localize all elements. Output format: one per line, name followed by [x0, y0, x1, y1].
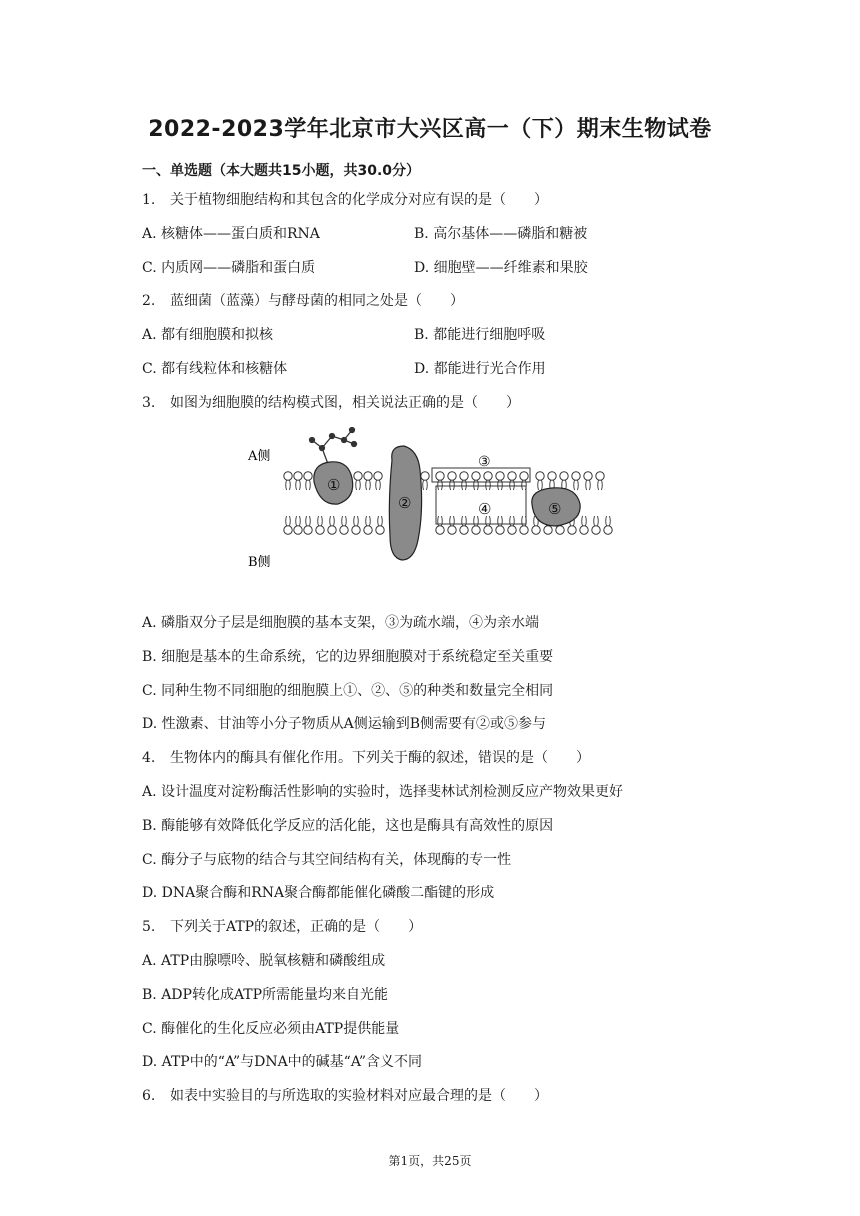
question-3-stem: [142, 394, 520, 412]
question-number: 6.: [142, 1088, 156, 1104]
question-6-stem: [142, 1087, 548, 1105]
question-number: 2.: [142, 293, 156, 309]
question-text: 关于植物细胞结构和其包含的化学成分对应有误的是（ ）: [170, 192, 548, 208]
sugar-chain: [310, 428, 357, 465]
label-3: ③: [478, 454, 491, 470]
question-1-stem: [142, 191, 548, 209]
option-c: C. 酶分子与底物的结合与其空间结构有关，体现酶的专一性: [142, 852, 512, 868]
side-b-label: B侧: [248, 555, 271, 570]
label-2: ②: [398, 494, 412, 512]
question-5-stem: [142, 918, 422, 936]
option-a: A. ATP由腺嘌呤、脱氧核糖和磷酸组成: [142, 953, 386, 969]
option-d: D. 细胞壁——纤维素和果胶: [414, 260, 588, 276]
option-d: D. 都能进行光合作用: [414, 361, 546, 377]
question-4-stem: [142, 749, 590, 767]
option-c: C. 都有线粒体和核糖体: [142, 361, 288, 377]
option-c: C. 酶催化的生化反应必须由ATP提供能量: [142, 1021, 400, 1037]
label-5: ⑤: [548, 500, 562, 518]
question-2-stem: [142, 292, 464, 310]
side-a-label: A侧: [248, 449, 271, 464]
option-c: C. 内质网——磷脂和蛋白质: [142, 260, 316, 276]
section-heading: 一、单选题（本大题共15小题，共30.0分）: [142, 163, 421, 179]
option-a: A. 都有细胞膜和拟核: [142, 327, 274, 343]
option-b: B. 高尔基体——磷脂和糖被: [414, 226, 588, 242]
option-d: D. DNA聚合酶和RNA聚合酶都能催化磷酸二酯键的形成: [142, 885, 495, 901]
option-c: C. 同种生物不同细胞的细胞膜上①、②、⑤的种类和数量完全相同: [142, 683, 554, 699]
option-a: A. 设计温度对淀粉酶活性影响的实验时，选择斐林试剂检测反应产物效果更好: [142, 784, 624, 800]
question-text: 下列关于ATP的叙述，正确的是（ ）: [170, 919, 423, 935]
option-b: B. ADP转化成ATP所需能量均来自光能: [142, 987, 389, 1003]
label-4: ④: [478, 500, 492, 518]
question-number: 1.: [142, 192, 156, 208]
question-text: 如表中实验目的与所选取的实验材料对应最合理的是（ ）: [170, 1088, 548, 1104]
option-d: D. 性激素、甘油等小分子物质从A侧运输到B侧需要有②或⑤参与: [142, 716, 547, 732]
option-b: B. 酶能够有效降低化学反应的活化能，这也是酶具有高效性的原因: [142, 818, 554, 834]
question-number: 4.: [142, 750, 156, 766]
option-b: B. 都能进行细胞呼吸: [414, 327, 546, 343]
question-text: 蓝细菌（蓝藻）与酵母菌的相同之处是（ ）: [170, 293, 464, 309]
option-d: D. ATP中的“A”与DNA中的碱基“A”含义不同: [142, 1054, 423, 1070]
question-text: 生物体内的酶具有催化作用。下列关于酶的叙述，错误的是（ ）: [170, 750, 590, 766]
page-footer: 第1页，共25页: [388, 1154, 472, 1168]
option-a: A. 核糖体——蛋白质和RNA: [142, 226, 320, 242]
option-b: B. 细胞是基本的生命系统，它的边界细胞膜对于系统稳定至关重要: [142, 649, 554, 665]
question-number: 5.: [142, 919, 156, 935]
question-number: 3.: [142, 395, 156, 411]
page-title: 2022-2023学年北京市大兴区高一（下）期末生物试卷: [148, 117, 712, 142]
question-text: 如图为细胞膜的结构模式图，相关说法正确的是（ ）: [170, 395, 520, 411]
cell-membrane-diagram: [240, 420, 620, 576]
label-1: ①: [327, 476, 341, 494]
option-a: A. 磷脂双分子层是细胞膜的基本支架，③为疏水端，④为亲水端: [142, 615, 540, 631]
